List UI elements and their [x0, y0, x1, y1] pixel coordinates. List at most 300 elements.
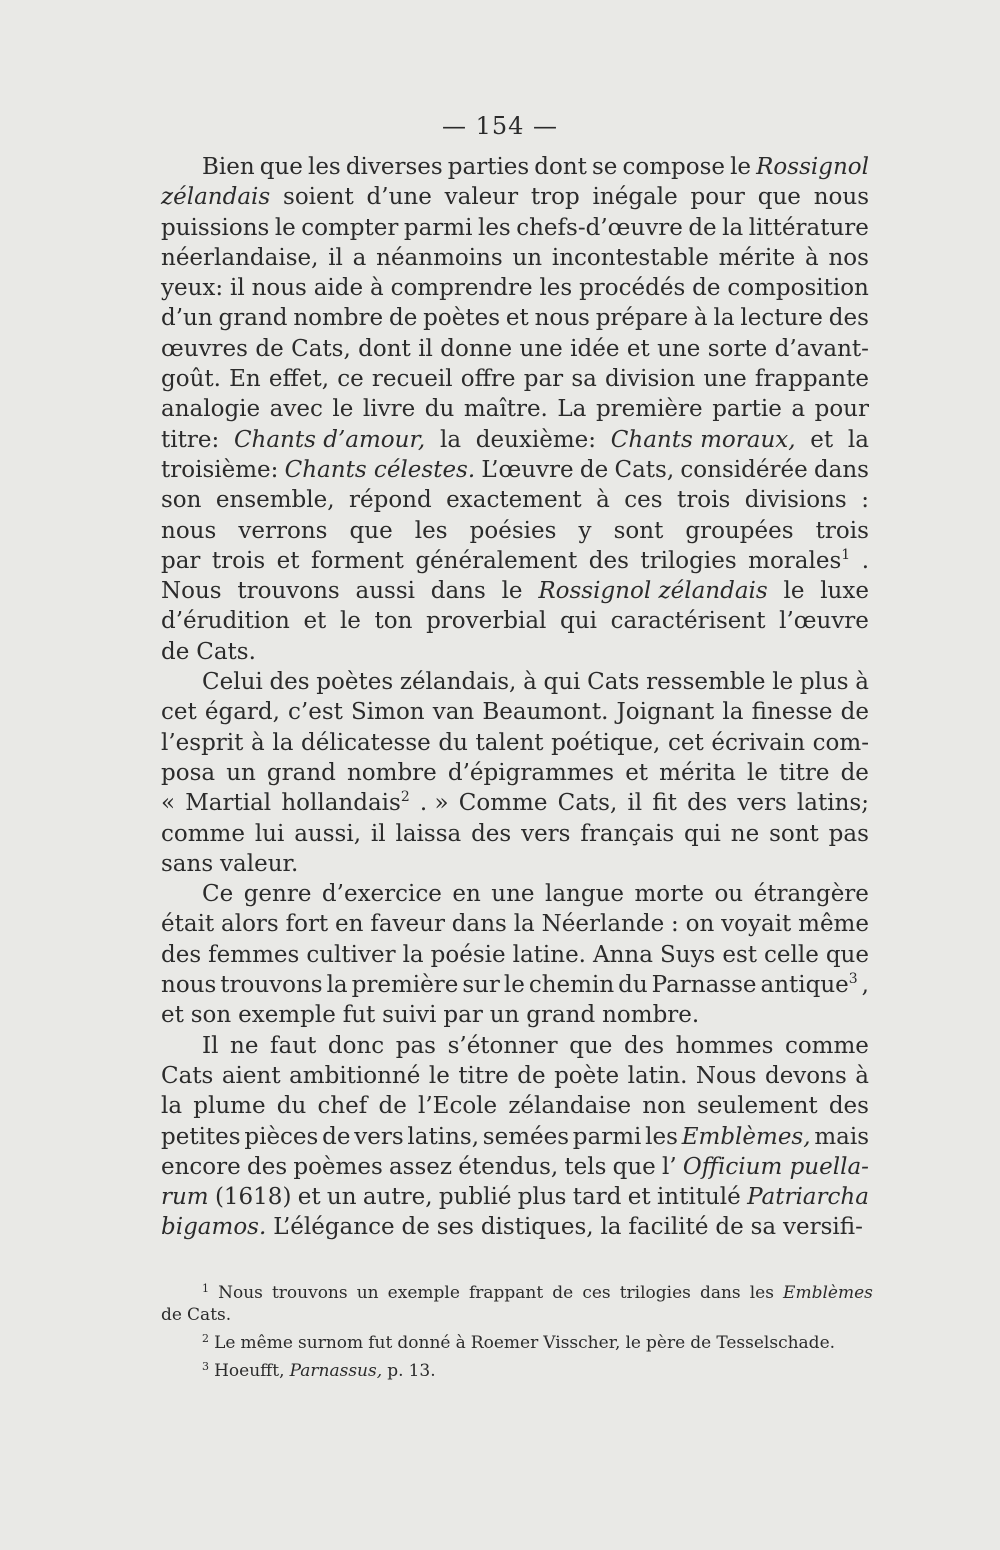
- word: à: [251, 729, 265, 756]
- word: et: [161, 1002, 184, 1029]
- word: L’œuvre: [481, 456, 574, 483]
- word: van: [432, 699, 475, 726]
- word: et: [625, 759, 649, 786]
- word: lecture: [740, 305, 823, 332]
- text-line: [161, 1360, 873, 1382]
- word: le: [339, 608, 361, 635]
- word: il: [418, 335, 433, 362]
- word: laissa: [395, 820, 462, 847]
- text-line: [161, 606, 869, 636]
- footnote-ref[interactable]: 1: [841, 546, 851, 563]
- word: 13.: [408, 1361, 436, 1381]
- word: par: [443, 1002, 483, 1029]
- word: semées: [482, 1123, 570, 1150]
- word: devons: [764, 1062, 847, 1089]
- text-line: [161, 213, 869, 243]
- word: un: [512, 244, 543, 271]
- footnote-2: [161, 1332, 873, 1354]
- word: Nous: [218, 1283, 263, 1303]
- word: que: [757, 184, 801, 211]
- word: livre: [362, 396, 416, 423]
- word: Cats: [587, 669, 640, 696]
- word: nous: [813, 184, 869, 211]
- word: de: [579, 456, 609, 483]
- word: latin.: [627, 1062, 688, 1089]
- word: le: [428, 1062, 450, 1089]
- word: aussi: [355, 578, 415, 605]
- word: Celui: [202, 669, 263, 696]
- word: dans: [813, 456, 869, 483]
- word: d’exercice: [321, 881, 442, 908]
- text-line: [161, 243, 869, 273]
- word: la: [600, 1214, 622, 1241]
- word: de: [517, 1062, 546, 1089]
- text-line: [161, 697, 869, 727]
- word: plus: [517, 1184, 567, 1211]
- word: hommes: [675, 1032, 774, 1059]
- word: le: [332, 396, 354, 423]
- word: nombre: [293, 305, 384, 332]
- word: l’: [662, 1153, 677, 1180]
- word: analogie: [161, 396, 261, 423]
- word: fut: [342, 1002, 376, 1029]
- word: et: [626, 335, 650, 362]
- word: Nous: [161, 578, 222, 605]
- word: première: [595, 396, 703, 423]
- word: d’une: [366, 184, 432, 211]
- word: cultiver: [306, 941, 396, 968]
- word: qui: [543, 669, 581, 696]
- word: non: [642, 1093, 686, 1120]
- word: nous: [161, 972, 217, 999]
- word: un: [326, 1184, 357, 1211]
- word: écrivain: [711, 729, 806, 756]
- word: Cats,: [557, 790, 618, 817]
- word: nous: [161, 517, 217, 544]
- word: le: [730, 154, 752, 180]
- word: le: [625, 1333, 641, 1353]
- word: des: [246, 1153, 288, 1180]
- word: talent: [475, 729, 544, 756]
- word: poèmes: [293, 1153, 383, 1180]
- word: distiques,: [480, 1214, 594, 1241]
- word: le: [783, 578, 805, 605]
- word: de: [840, 759, 869, 786]
- word: une: [491, 881, 535, 908]
- word: que: [349, 517, 393, 544]
- word: la: [439, 426, 462, 453]
- word: à: [369, 275, 384, 302]
- word: pour: [814, 396, 869, 423]
- word: L’élégance: [273, 1214, 395, 1241]
- paragraph-2: [161, 667, 869, 879]
- word: titre: [458, 1062, 509, 1089]
- word: le: [274, 214, 296, 241]
- text-line: [161, 182, 869, 212]
- word: antique$^3$: [760, 971, 858, 999]
- word: étrangère: [753, 881, 869, 908]
- word: que: [569, 1032, 613, 1059]
- word: Cats.: [196, 638, 256, 665]
- word: zélandaise: [508, 1093, 632, 1120]
- word: Cats,: [291, 335, 351, 362]
- word: exemple: [238, 1002, 336, 1029]
- word: forment: [311, 547, 404, 574]
- text-line: [161, 485, 869, 515]
- word: Suys: [659, 941, 716, 968]
- word: nombre: [346, 759, 437, 786]
- text-line: [161, 1091, 869, 1121]
- word: cet: [667, 729, 704, 756]
- word: titre: [779, 759, 830, 786]
- word: compter: [301, 214, 399, 241]
- word: plus: [799, 669, 849, 696]
- word: français: [580, 820, 675, 847]
- word: La: [557, 396, 587, 423]
- word: de: [715, 1214, 744, 1241]
- word: la: [161, 1093, 183, 1120]
- word: facilité: [628, 1214, 709, 1241]
- word: du: [424, 396, 455, 423]
- word: de: [388, 305, 418, 332]
- word: se: [592, 154, 618, 180]
- text-line: [161, 1031, 869, 1061]
- footnote-1: [161, 1282, 873, 1326]
- text-line: [161, 849, 869, 879]
- word: des: [269, 669, 310, 696]
- word: d’érudition: [161, 608, 290, 635]
- word: divisions: [744, 487, 847, 514]
- word: que: [259, 154, 303, 180]
- word: mérita: [659, 759, 736, 786]
- word: par: [523, 366, 564, 393]
- word: le: [746, 759, 768, 786]
- word: Simon: [351, 699, 425, 726]
- text-line: [161, 364, 869, 394]
- word: . »: [419, 790, 449, 817]
- word: l’œuvre: [779, 608, 869, 635]
- word: frappant: [468, 1283, 544, 1303]
- word: Anna: [593, 941, 653, 968]
- word: poètes: [316, 669, 394, 696]
- word: étendus,: [458, 1153, 559, 1180]
- word: aussi,: [294, 820, 362, 847]
- word: la: [722, 699, 744, 726]
- footnote-ref[interactable]: 3: [848, 971, 858, 988]
- footnote-ref[interactable]: 2: [400, 789, 410, 806]
- word: alors: [221, 911, 279, 938]
- word: exemple: [387, 1283, 460, 1303]
- word: encore: [161, 1153, 241, 1180]
- word: morte: [634, 881, 704, 908]
- word: trouvons: [237, 578, 340, 605]
- word: femmes: [208, 941, 300, 968]
- word: c’est: [288, 699, 343, 726]
- word: finesse: [751, 699, 833, 726]
- word: il: [230, 275, 245, 302]
- word: la: [402, 941, 424, 968]
- word: le: [772, 669, 794, 696]
- word: grand: [218, 305, 288, 332]
- text-line: [161, 1000, 869, 1030]
- word: :: [861, 487, 869, 514]
- word: qui: [560, 608, 597, 635]
- word: avec: [269, 396, 323, 423]
- word: Parnasse: [651, 972, 757, 999]
- word: des: [588, 547, 629, 574]
- word: du: [438, 729, 468, 756]
- text-line: [161, 940, 869, 970]
- word: frappante: [754, 366, 869, 393]
- paragraph-1: [161, 152, 869, 667]
- word: valeur: [444, 184, 519, 211]
- word: vers: [737, 790, 787, 817]
- word: les: [414, 517, 448, 544]
- word: considérée: [680, 456, 808, 483]
- text-line: [161, 1182, 869, 1212]
- word: chef: [317, 1093, 368, 1120]
- word: Bien: [202, 154, 255, 180]
- word: que: [825, 941, 869, 968]
- word: morales$^1$: [748, 546, 851, 574]
- word: hollandais$^2$: [281, 789, 410, 817]
- word: d’un: [161, 305, 213, 332]
- word: troisième:: [161, 456, 279, 483]
- word: lui: [254, 820, 285, 847]
- word: cet: [161, 699, 197, 726]
- text-line: [161, 273, 869, 303]
- word: des: [687, 790, 728, 817]
- word: exactement: [446, 487, 582, 514]
- word: pièces: [244, 1123, 319, 1150]
- text-line: [161, 152, 869, 182]
- word: Chants moraux,: [610, 426, 796, 453]
- word: valeur.: [220, 850, 299, 877]
- page-number: — 154 —: [441, 112, 559, 140]
- word: zélandais,: [399, 669, 517, 696]
- word: ces: [582, 1283, 611, 1303]
- word: de: [840, 699, 869, 726]
- word: sans: [161, 850, 214, 877]
- word: caractérisent: [610, 608, 766, 635]
- word: Roemer: [470, 1333, 539, 1353]
- word: partie: [712, 396, 782, 423]
- text-line: [161, 576, 869, 606]
- footnote-3: [161, 1360, 873, 1382]
- word: les: [477, 214, 511, 241]
- word: il: [328, 244, 343, 271]
- word: assez: [388, 1153, 453, 1180]
- word: un: [489, 1002, 520, 1029]
- word: sa: [750, 1214, 777, 1241]
- word: inégale: [592, 184, 678, 211]
- word: à: [855, 669, 869, 696]
- word: parmi: [572, 1123, 642, 1150]
- text-line: [161, 455, 869, 485]
- word: voyait: [721, 911, 792, 938]
- word: mais: [814, 1123, 869, 1150]
- word: Chants d’amour,: [233, 426, 426, 453]
- word: surnom: [298, 1333, 364, 1353]
- word: .: [861, 547, 869, 574]
- word: (1618): [214, 1184, 292, 1211]
- word: une: [703, 366, 747, 393]
- word: l’Ecole: [417, 1093, 498, 1120]
- word: Beaumont.: [482, 699, 609, 726]
- word: idée: [570, 335, 620, 362]
- word: Hoeufft,: [214, 1361, 285, 1381]
- word: Officium puella-: [682, 1153, 869, 1180]
- word: langue: [544, 881, 624, 908]
- word: les: [307, 154, 341, 180]
- word: il: [627, 790, 643, 817]
- word: de: [161, 1305, 182, 1325]
- text-line: [161, 425, 869, 455]
- word: d’épigrammes: [447, 759, 615, 786]
- word: goût.: [161, 366, 221, 393]
- word: une: [657, 335, 701, 362]
- word: les: [645, 1123, 678, 1150]
- word: de: [552, 1283, 574, 1303]
- word: ne: [230, 1032, 259, 1059]
- word: et: [627, 1184, 651, 1211]
- word: pas: [395, 1032, 436, 1059]
- word: était: [161, 911, 215, 938]
- word: de: [255, 335, 284, 362]
- word: à: [805, 244, 819, 271]
- word: poètes: [423, 305, 501, 332]
- word: division: [605, 366, 696, 393]
- word: nous: [534, 305, 590, 332]
- word: sont: [769, 820, 819, 847]
- word: ressemble: [646, 669, 766, 696]
- word: a: [791, 396, 806, 423]
- paragraph-4: [161, 1031, 869, 1243]
- word: intitulé: [656, 1184, 741, 1211]
- word: Cats.: [187, 1305, 232, 1325]
- word: et: [297, 1184, 321, 1211]
- word: de: [690, 1333, 712, 1353]
- word: Comme: [458, 790, 548, 817]
- word: effet,: [268, 366, 330, 393]
- word: en: [335, 911, 364, 938]
- word: recueil: [371, 366, 453, 393]
- text-line: [161, 788, 869, 818]
- text-line: [161, 546, 869, 576]
- word: dans: [699, 1283, 741, 1303]
- word: y: [578, 517, 592, 544]
- word: Emblèmes,: [681, 1123, 811, 1150]
- word: de: [322, 1123, 351, 1150]
- text-line: [161, 1304, 873, 1326]
- word: poétique,: [551, 729, 661, 756]
- text-line: [161, 334, 869, 364]
- word: une: [519, 335, 563, 362]
- word: ambitionné: [289, 1062, 421, 1089]
- word: le: [501, 578, 523, 605]
- word: la: [326, 972, 348, 999]
- word: diverses: [345, 154, 443, 180]
- word: nombre.: [602, 1002, 700, 1029]
- word: des: [471, 820, 512, 847]
- word: ces: [624, 487, 663, 514]
- word: grand: [526, 1002, 596, 1029]
- word: vers: [521, 820, 571, 847]
- word: et: [810, 426, 834, 453]
- word: latins;: [796, 790, 869, 817]
- word: soient: [283, 184, 354, 211]
- word: donc: [327, 1032, 385, 1059]
- word: aide: [313, 275, 364, 302]
- word: le: [503, 972, 525, 999]
- word: les: [749, 1283, 774, 1303]
- word: proverbial: [426, 608, 547, 635]
- word: parties: [447, 154, 530, 180]
- word: et: [276, 547, 300, 574]
- word: généralement: [415, 547, 578, 574]
- word: trilogies: [640, 547, 737, 574]
- word: trouvons: [271, 1283, 348, 1303]
- word: donne: [440, 335, 513, 362]
- word: trois: [815, 517, 869, 544]
- word: Parnassus,: [289, 1361, 383, 1381]
- word: Cats: [161, 1062, 214, 1089]
- word: ses: [436, 1214, 474, 1241]
- word: comprendre: [390, 275, 533, 302]
- word: composition: [727, 275, 869, 302]
- word: tels: [564, 1153, 607, 1180]
- word: Il: [202, 1032, 219, 1059]
- word: ne: [730, 820, 760, 847]
- word: Patriarcha: [747, 1184, 869, 1211]
- word: Joignant: [616, 699, 715, 726]
- word: délicatesse: [301, 729, 431, 756]
- word: en: [452, 881, 481, 908]
- word: poésies: [469, 517, 557, 544]
- word: groupées: [685, 517, 794, 544]
- word: incontestable: [551, 244, 709, 271]
- footnote-marker: 1: [202, 1282, 209, 1295]
- word: la: [513, 911, 535, 938]
- word: les: [539, 275, 573, 302]
- word: comme: [161, 820, 245, 847]
- word: ensemble,: [215, 487, 335, 514]
- word: ou: [714, 881, 744, 908]
- word: des: [161, 941, 202, 968]
- word: faut: [270, 1032, 317, 1059]
- word: de: [378, 1093, 407, 1120]
- word: bigamos.: [161, 1214, 267, 1241]
- word: puissions: [161, 214, 270, 241]
- word: Cats,: [614, 456, 675, 483]
- word: Rossignol zélandais: [538, 578, 768, 605]
- word: d’avant-: [774, 335, 869, 362]
- word: rum: [161, 1184, 209, 1211]
- word: Martial: [185, 790, 272, 817]
- word: yeux:: [161, 275, 224, 302]
- word: Visscher,: [543, 1333, 621, 1353]
- text-line: [161, 728, 869, 758]
- word: nous: [251, 275, 307, 302]
- word: Nous: [695, 1062, 757, 1089]
- footnote-marker: 3: [202, 1360, 209, 1373]
- word: pas: [828, 820, 869, 847]
- word: des: [828, 1093, 869, 1120]
- word: Rossignol: [756, 154, 869, 180]
- text-line: [161, 394, 869, 424]
- text-line: [161, 819, 869, 849]
- word: chefs-d’œuvre: [516, 214, 683, 241]
